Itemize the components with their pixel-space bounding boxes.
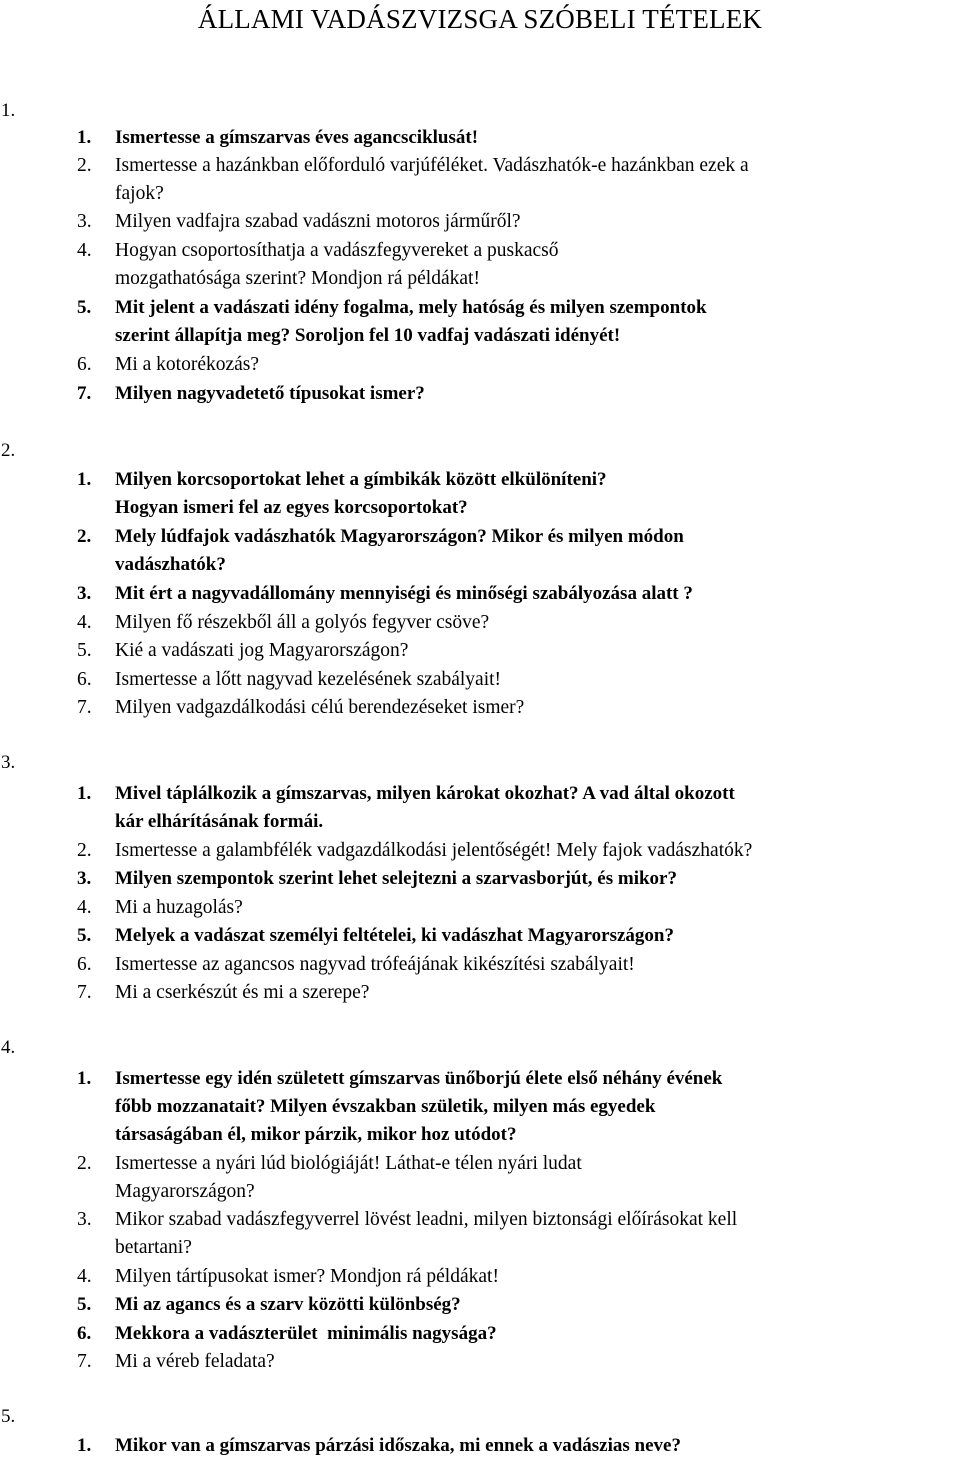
question-number: 3. xyxy=(77,211,92,232)
question-number: 6. xyxy=(77,354,92,375)
question-1-2 xyxy=(77,152,959,208)
question-number: 2. xyxy=(77,526,92,547)
question-number: 5. xyxy=(77,297,92,318)
question-number: 1. xyxy=(77,1068,92,1089)
section-number-3: 3. xyxy=(1,752,16,773)
question-1-7 xyxy=(77,380,959,408)
question-3-1 xyxy=(77,780,959,836)
question-text-continued: szerint állapítja meg? Soroljon fel 10 vadfaj vadászati idényét! xyxy=(115,325,621,347)
question-number: 1. xyxy=(77,127,92,148)
question-number: 5. xyxy=(77,640,92,661)
question-number: 3. xyxy=(77,868,92,889)
question-text: Mit jelent a vadászati idény fogalma, mely hatóság és milyen szempontok xyxy=(115,297,707,318)
question-text-continued: mozgathatósága szerint? Mondjon rá példákat! xyxy=(115,268,480,290)
question-2-2 xyxy=(77,523,959,579)
question-4-7 xyxy=(77,1348,959,1376)
question-text: Ismertesse a hazánkban előforduló varjúféléket. Vadászhatók-e hazánkban ezek a xyxy=(115,155,749,176)
question-3-2 xyxy=(77,837,959,865)
question-text: Mit ért a nagyvadállomány mennyiségi és minőségi szabályozása alatt ? xyxy=(115,583,693,604)
question-number: 4. xyxy=(77,897,92,918)
question-3-5 xyxy=(77,922,959,950)
question-text-continued: kár elhárításának formái. xyxy=(115,811,324,833)
question-text: Mikor van a gímszarvas párzási időszaka, mi ennek a vadászias neve? xyxy=(115,1435,681,1456)
question-text-continued: vadászhatók? xyxy=(115,554,226,576)
question-3-7 xyxy=(77,979,959,1007)
question-5-1 xyxy=(77,1432,959,1460)
question-1-4 xyxy=(77,237,959,293)
question-text: Mi a kotorékozás? xyxy=(115,354,260,375)
question-4-1 xyxy=(77,1065,959,1150)
question-text: Mi a véreb feladata? xyxy=(115,1351,275,1372)
question-text-continued: fajok? xyxy=(115,183,164,205)
question-2-5 xyxy=(77,637,959,665)
question-2-4 xyxy=(77,609,959,637)
question-text-continued: Hogyan ismeri fel az egyes korcsoportokat? xyxy=(115,497,468,519)
question-number: 1. xyxy=(77,1435,92,1456)
question-1-5 xyxy=(77,294,959,350)
question-text: Mi a huzagolás? xyxy=(115,897,243,918)
question-number: 2. xyxy=(77,840,92,861)
question-number: 3. xyxy=(77,583,92,604)
question-text: Milyen szempontok szerint lehet selejtezni a szarvasborjút, és mikor? xyxy=(115,868,677,889)
question-3-6 xyxy=(77,951,959,979)
question-text: Milyen vadfajra szabad vadászni motoros járműről? xyxy=(115,211,521,232)
question-1-3 xyxy=(77,208,959,236)
question-number: 2. xyxy=(77,1153,92,1174)
question-2-1 xyxy=(77,466,959,522)
question-text-continued: Magyarországon? xyxy=(115,1181,255,1203)
section-number-5: 5. xyxy=(1,1406,16,1427)
question-2-6 xyxy=(77,666,959,694)
question-number: 4. xyxy=(77,612,92,633)
question-text-continued: betartani? xyxy=(115,1237,192,1259)
question-text: Ismertesse a galambfélék vadgazdálkodási jelentőségét! Mely fajok vadászhatók? xyxy=(115,840,753,861)
document-title: ÁLLAMI VADÁSZVIZSGA SZÓBELI TÉTELEK xyxy=(197,4,763,34)
question-number: 4. xyxy=(77,240,92,261)
question-number: 6. xyxy=(77,1323,92,1344)
question-text: Mivel táplálkozik a gímszarvas, milyen károkat okozhat? A vad által okozott xyxy=(115,783,735,804)
question-number: 1. xyxy=(77,783,92,804)
question-3-3 xyxy=(77,865,959,893)
question-text: Mekkora a vadászterület minimális nagysága? xyxy=(115,1323,497,1344)
question-number: 6. xyxy=(77,954,92,975)
question-number: 7. xyxy=(77,1351,92,1372)
question-number: 6. xyxy=(77,669,92,690)
question-text: Ismertesse az agancsos nagyvad trófeájának kikészítési szabályait! xyxy=(115,954,635,975)
question-4-6 xyxy=(77,1320,959,1348)
question-number: 7. xyxy=(77,697,92,718)
question-text: Milyen nagyvadetető típusokat ismer? xyxy=(115,383,425,404)
question-4-2 xyxy=(77,1150,959,1206)
question-text: Milyen tártípusokat ismer? Mondjon rá példákat! xyxy=(115,1266,499,1287)
question-text: Mikor szabad vadászfegyverrel lövést leadni, milyen biztonsági előírásokat kell xyxy=(115,1209,738,1230)
question-3-4 xyxy=(77,894,959,922)
section-number-2: 2. xyxy=(1,440,16,461)
question-number: 7. xyxy=(77,982,92,1003)
question-text: Milyen vadgazdálkodási célú berendezéseket ismer? xyxy=(115,697,525,718)
question-number: 5. xyxy=(77,1294,92,1315)
question-text: Mi a cserkészút és mi a szerepe? xyxy=(115,982,370,1003)
question-number: 2. xyxy=(77,155,92,176)
question-number: 4. xyxy=(77,1266,92,1287)
question-4-3 xyxy=(77,1206,959,1262)
section-number-1: 1. xyxy=(1,100,16,121)
question-number: 1. xyxy=(77,469,92,490)
question-text: Milyen fő részekből áll a golyós fegyver csöve? xyxy=(115,612,490,633)
question-number: 5. xyxy=(77,925,92,946)
question-4-5 xyxy=(77,1291,959,1319)
question-text: Kié a vadászati jog Magyarországon? xyxy=(115,640,409,661)
question-text: Ismertesse a gímszarvas éves agancsciklusát! xyxy=(115,127,479,148)
question-text: Ismertesse egy idén született gímszarvas ünőborjú élete első néhány évének xyxy=(115,1068,723,1089)
question-text-continued: főbb mozzanatait? Milyen évszakban születik, milyen más egyedek xyxy=(115,1096,656,1118)
question-text: Ismertesse a nyári lúd biológiáját! Láthat-e télen nyári ludat xyxy=(115,1153,582,1174)
question-number: 7. xyxy=(77,383,92,404)
question-4-4 xyxy=(77,1263,959,1291)
question-text: Mi az agancs és a szarv közötti különbség? xyxy=(115,1294,461,1315)
question-text: Melyek a vadászat személyi feltételei, ki vadászhat Magyarországon? xyxy=(115,925,674,946)
question-text: Hogyan csoportosíthatja a vadászfegyvereket a puskacső xyxy=(115,240,559,261)
question-1-1 xyxy=(77,124,959,152)
question-number: 3. xyxy=(77,1209,92,1230)
section-number-4: 4. xyxy=(1,1037,16,1058)
question-text-continued-2: társaságában él, mikor párzik, mikor hoz utódot? xyxy=(115,1124,517,1146)
question-text: Milyen korcsoportokat lehet a gímbikák között elkülöníteni? xyxy=(115,469,607,490)
question-2-7 xyxy=(77,694,959,722)
question-text: Mely lúdfajok vadászhatók Magyarországon? Mikor és milyen módon xyxy=(115,526,684,547)
question-text: Ismertesse a lőtt nagyvad kezelésének szabályait! xyxy=(115,669,502,690)
question-1-6 xyxy=(77,351,959,379)
question-2-3 xyxy=(77,580,959,608)
